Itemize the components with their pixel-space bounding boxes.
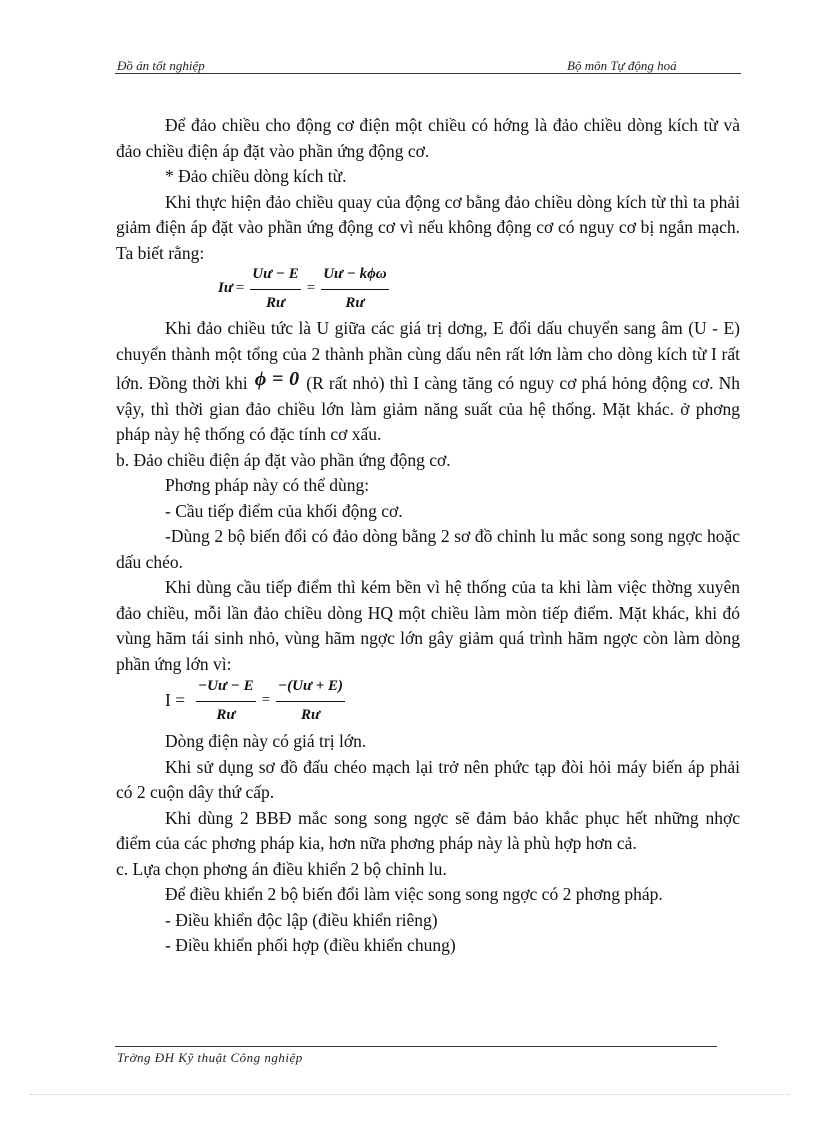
paragraph-section-b-heading: b. Đảo chiều điện áp đặt vào phần ứng động cơ. xyxy=(116,449,451,470)
formula2-lhs: I = xyxy=(165,690,186,711)
formula1-numerator-2: Uư − kϕω xyxy=(321,262,388,290)
formula2-denominator-1: Rư xyxy=(216,706,236,723)
paragraph-intro: Để đảo chiều cho động cơ điện một chiều có hớng là đảo chiều dòng kích từ và đảo chiều điện áp đặt vào phần ứng động cơ. xyxy=(116,115,740,161)
formula1-denominator-1: Rư xyxy=(266,294,285,311)
list-item-contact-bridge: - Cầu tiếp điểm của khối động cơ. xyxy=(165,500,403,521)
header-left: Đồ án tốt nghiệp xyxy=(117,58,205,73)
formula1-numerator-1: Uư − E xyxy=(250,262,300,290)
list-item-two-converters: -Dùng 2 bộ biến đổi có đảo dòng bằng 2 sơ đồ chỉnh lu mắc song song ngợc hoặc dấu chéo. xyxy=(116,526,740,572)
equals-sign: = xyxy=(235,280,245,297)
formula-armature-current xyxy=(218,268,740,310)
page-edge-dotted-line xyxy=(30,1094,790,1095)
paragraph-antiparallel-advantage: Khi dùng 2 BBĐ mắc song song ngợc sẽ đảm bảo khắc phục hết những nhợc điểm của các phơng pháp kia, hơn nữa phơng pháp này là phù hợp hơn cả. xyxy=(116,807,740,853)
paragraph-contact-bridge-drawbacks: Khi dùng cầu tiếp điểm thì kém bền vì hệ thống của ta khi làm việc thờng xuyên đảo chiều, mỗi lần đảo chiều dòng HQ một chiều làm mòn tiếp điểm. Mặt khác, khi đó vùng hãm tái sinh nhỏ, vùng hãm ngợc lớn gây giảm quá trình hãm ngợc còn làm dòng phần ứng lớn vì: xyxy=(116,577,740,674)
document-body xyxy=(116,113,740,959)
header-divider xyxy=(115,73,741,74)
equals-sign: = xyxy=(306,280,316,297)
paragraph-cross-connection: Khi sử dụng sơ đồ đấu chéo mạch lại trở nên phức tạp đòi hỏi máy biến áp phải có 2 cuộn dây thứ cấp. xyxy=(116,756,740,802)
formula1-denominator-2: Rư xyxy=(345,294,365,311)
formula1-lhs: Iư xyxy=(218,280,233,297)
formula-reverse-current xyxy=(165,679,740,723)
paragraph-reversal-analysis-b: (R rất nhỏ) thì I càng tăng có nguy cơ phá hỏng động cơ. Nh vậy, thì thời gian đảo chiều lớn làm giảm năng suất của hệ thống. Mặt khác. ở phơng pháp này hệ thống có đặc tính cơ xấu. xyxy=(116,373,741,444)
header-right: Bộ môn Tự động hoá xyxy=(567,58,677,73)
phi-equals-zero: ϕ = 0 xyxy=(254,368,300,390)
equals-sign: = xyxy=(261,692,271,709)
formula2-fraction-1 xyxy=(196,674,256,728)
paragraph-reversal-analysis xyxy=(116,316,740,448)
formula2-fraction-2 xyxy=(276,674,345,728)
paragraph-large-current: Dòng điện này có giá trị lớn. xyxy=(165,731,367,751)
formula1-fraction-1 xyxy=(250,262,300,316)
paragraph-reversal-analysis-a: Khi đảo chiều tức là U giữa các giá trị dơng, E đổi dấu chuyển sang âm (U - E) chuyển thành một tổng của 2 thành phần cùng dấu nên rất lớn làm cho dòng kích từ I rất lớn. Đồng thời khi xyxy=(116,318,740,393)
list-item-independent-control: - Điều khiển độc lập (điều khiển riêng) xyxy=(165,909,438,930)
paragraph-control-methods: Để điều khiển 2 bộ biến đổi làm việc song song ngợc có 2 phơng pháp. xyxy=(165,884,663,904)
paragraph-methods-intro: Phơng pháp này có thể dùng: xyxy=(165,475,370,495)
formula2-numerator-2: −(Uư + E) xyxy=(276,674,345,702)
formula2-numerator-1: −Uư − E xyxy=(196,674,256,702)
list-item-coordinated-control: - Điều khiển phối hợp (điều khiển chung) xyxy=(165,935,456,955)
paragraph-section-c-heading: c. Lựa chọn phơng án điều khiển 2 bộ chỉnh lu. xyxy=(116,858,447,879)
formula2-denominator-2: Rư xyxy=(301,706,321,723)
formula1-fraction-2 xyxy=(321,262,388,316)
paragraph-field-reversal-heading: * Đảo chiều dòng kích từ. xyxy=(165,166,347,186)
paragraph-field-reversal: Khi thực hiện đảo chiều quay của động cơ bằng đảo chiều dòng kích từ thì ta phải giảm điện áp đặt vào phần ứng động cơ vì nếu không động cơ có nguy cơ bị ngắn mạch. Ta biết rằng: xyxy=(116,191,740,263)
footer-divider xyxy=(115,1046,717,1047)
footer-text: Trờng ĐH Kỹ thuật Công nghiệp xyxy=(117,1050,303,1065)
